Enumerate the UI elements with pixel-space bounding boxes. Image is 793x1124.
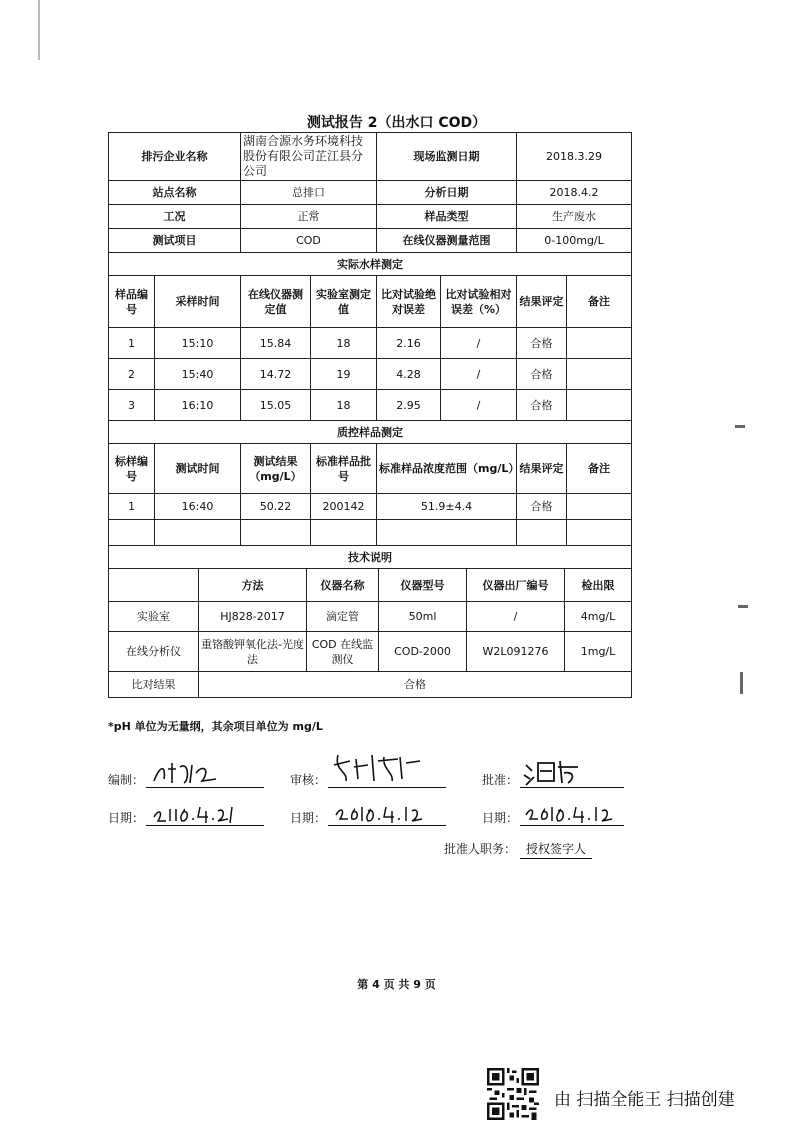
- qc-row: [109, 520, 632, 546]
- date-row: [108, 796, 668, 830]
- company-value: 湖南合源水务环境科技股份有限公司芷江县分公司: [241, 133, 377, 181]
- qc-header-cell: 标样编号: [109, 444, 155, 494]
- table-cell: COD-2000: [379, 632, 467, 672]
- tech-header-cell: 方法: [199, 569, 307, 602]
- range-label: 在线仪器测量范围: [377, 229, 517, 253]
- unit-note: *pH 单位为无量纲，其余项目单位为 mg/L: [108, 720, 323, 733]
- table-cell: 2.95: [377, 390, 441, 421]
- table-cell: 1: [109, 328, 155, 359]
- tech-section-title: 技术说明: [109, 546, 632, 569]
- table-cell: 实验室: [109, 602, 199, 632]
- table-cell: 合格: [517, 494, 567, 520]
- qr-code-icon: [487, 1068, 539, 1120]
- water-header-cell: 实验室测定值: [311, 276, 377, 328]
- table-cell: 滴定管: [307, 602, 379, 632]
- table-cell: [567, 328, 632, 359]
- table-cell: 2: [109, 359, 155, 390]
- tech-result-row: [109, 672, 632, 698]
- qc-header-cell: 结果评定: [517, 444, 567, 494]
- editor-signature-mark: [146, 757, 264, 788]
- approver-signature-mark: [520, 757, 624, 788]
- table-cell: 51.9±4.4: [377, 494, 517, 520]
- tech-header-cell: 仪器名称: [307, 569, 379, 602]
- condition-label: 工况: [109, 205, 241, 229]
- water-row: [109, 328, 632, 359]
- item-label: 测试项目: [109, 229, 241, 253]
- table-cell: [311, 520, 377, 546]
- table-cell: 在线分析仪: [109, 632, 199, 672]
- tech-table: [108, 568, 632, 698]
- report-title: 测试报告 2（出水口 COD）: [306, 115, 487, 131]
- table-cell: 重铬酸钾氧化法-光度法: [199, 632, 307, 672]
- qc-section-title: 质控样品测定: [109, 421, 632, 444]
- editor-date-handwritten: [146, 795, 264, 826]
- table-cell: [567, 494, 632, 520]
- result-label: 比对结果: [109, 672, 199, 698]
- tech-header-cell: 检出限: [565, 569, 632, 602]
- sample-type-label: 样品类型: [377, 205, 517, 229]
- qc-header-cell: 备注: [567, 444, 632, 494]
- tech-header-cell: 仪器型号: [379, 569, 467, 602]
- table-cell: /: [441, 390, 517, 421]
- qc-header-cell: 测试时间: [155, 444, 241, 494]
- result-value: 合格: [199, 672, 632, 698]
- sample-type-value: 生产废水: [517, 205, 632, 229]
- water-header-cell: 采样时间: [155, 276, 241, 328]
- table-cell: 15:40: [155, 359, 241, 390]
- water-header-cell: 比对试验相对误差（%）: [441, 276, 517, 328]
- scanner-watermark: 由 扫描全能王 扫描创建: [554, 1090, 735, 1110]
- analysis-date-label: 分析日期: [377, 181, 517, 205]
- qc-row: [109, 494, 632, 520]
- info-row-station: [109, 181, 632, 205]
- table-cell: 1: [109, 494, 155, 520]
- water-section-row: [109, 253, 632, 276]
- tech-row: [109, 632, 632, 672]
- table-cell: 合格: [517, 359, 567, 390]
- table-cell: [241, 520, 311, 546]
- water-section-title: 实际水样测定: [109, 253, 632, 276]
- table-cell: /: [441, 359, 517, 390]
- signature-row: [108, 758, 668, 792]
- reviewer-date-handwritten: [328, 795, 446, 826]
- tech-header-row: [109, 569, 632, 602]
- table-cell: 50.22: [241, 494, 311, 520]
- table-cell: [109, 520, 155, 546]
- page-number: 第 4 页 共 9 页: [357, 978, 436, 991]
- table-cell: [567, 359, 632, 390]
- report-table: [108, 132, 632, 569]
- table-cell: 4.28: [377, 359, 441, 390]
- station-value: 总排口: [241, 181, 377, 205]
- table-cell: HJ828-2017: [199, 602, 307, 632]
- qc-header-cell: 标准样品浓度范围（mg/L）: [377, 444, 517, 494]
- monitor-date-value: 2018.3.29: [517, 133, 632, 181]
- table-cell: 14.72: [241, 359, 311, 390]
- editor-date-label: 日期：: [108, 811, 145, 825]
- water-header-cell: 备注: [567, 276, 632, 328]
- table-cell: 15.05: [241, 390, 311, 421]
- table-cell: 2.16: [377, 328, 441, 359]
- info-row-item: [109, 229, 632, 253]
- table-cell: 16:10: [155, 390, 241, 421]
- info-row-condition: [109, 205, 632, 229]
- water-header-cell: 在线仪器测定值: [241, 276, 311, 328]
- tech-row: [109, 602, 632, 632]
- table-cell: 1mg/L: [565, 632, 632, 672]
- table-cell: 合格: [517, 390, 567, 421]
- monitor-date-label: 现场监测日期: [377, 133, 517, 181]
- editor-label: 编制：: [108, 773, 145, 787]
- table-cell: 200142: [311, 494, 377, 520]
- table-cell: COD 在线监测仪: [307, 632, 379, 672]
- water-header-row: [109, 276, 632, 328]
- table-cell: [155, 520, 241, 546]
- tech-section-row: [109, 546, 632, 569]
- table-cell: 16:40: [155, 494, 241, 520]
- approver-role-value: 授权签字人: [520, 840, 592, 859]
- qc-header-row: [109, 444, 632, 494]
- table-cell: 3: [109, 390, 155, 421]
- table-cell: 15:10: [155, 328, 241, 359]
- table-cell: [567, 390, 632, 421]
- water-header-cell: 样品编号: [109, 276, 155, 328]
- reviewer-label: 审核：: [290, 773, 327, 787]
- approver-date-handwritten: [520, 795, 624, 826]
- table-cell: 4mg/L: [565, 602, 632, 632]
- range-value: 0-100mg/L: [517, 229, 632, 253]
- table-cell: 15.84: [241, 328, 311, 359]
- tech-header-cell: [109, 569, 199, 602]
- analysis-date-value: 2018.4.2: [517, 181, 632, 205]
- scan-artifact: [738, 605, 748, 608]
- approver-role: [444, 840, 592, 859]
- table-cell: 合格: [517, 328, 567, 359]
- condition-value: 正常: [241, 205, 377, 229]
- table-cell: 50ml: [379, 602, 467, 632]
- table-cell: [377, 520, 517, 546]
- table-cell: /: [467, 602, 565, 632]
- tech-header-cell: 仪器出厂编号: [467, 569, 565, 602]
- station-label: 站点名称: [109, 181, 241, 205]
- table-cell: [567, 520, 632, 546]
- qc-section-row: [109, 421, 632, 444]
- water-row: [109, 390, 632, 421]
- approver-label: 批准：: [482, 773, 519, 787]
- company-label: 排污企业名称: [109, 133, 241, 181]
- qc-header-cell: 测试结果（mg/L）: [241, 444, 311, 494]
- table-cell: 18: [311, 390, 377, 421]
- water-row: [109, 359, 632, 390]
- table-cell: W2L091276: [467, 632, 565, 672]
- approver-date-label: 日期：: [482, 811, 519, 825]
- table-cell: [517, 520, 567, 546]
- approver-role-label: 批准人职务：: [444, 842, 517, 856]
- reviewer-date-label: 日期：: [290, 811, 327, 825]
- table-cell: 19: [311, 359, 377, 390]
- water-header-cell: 结果评定: [517, 276, 567, 328]
- water-header-cell: 比对试验绝对误差: [377, 276, 441, 328]
- qc-header-cell: 标准样品批号: [311, 444, 377, 494]
- info-row-company: [109, 133, 632, 181]
- scan-artifact: [735, 425, 745, 428]
- scan-artifact: [740, 672, 743, 694]
- scan-edge-mark: [38, 0, 40, 60]
- reviewer-signature-mark: [328, 757, 446, 788]
- item-value: COD: [241, 229, 377, 253]
- table-cell: /: [441, 328, 517, 359]
- table-cell: 18: [311, 328, 377, 359]
